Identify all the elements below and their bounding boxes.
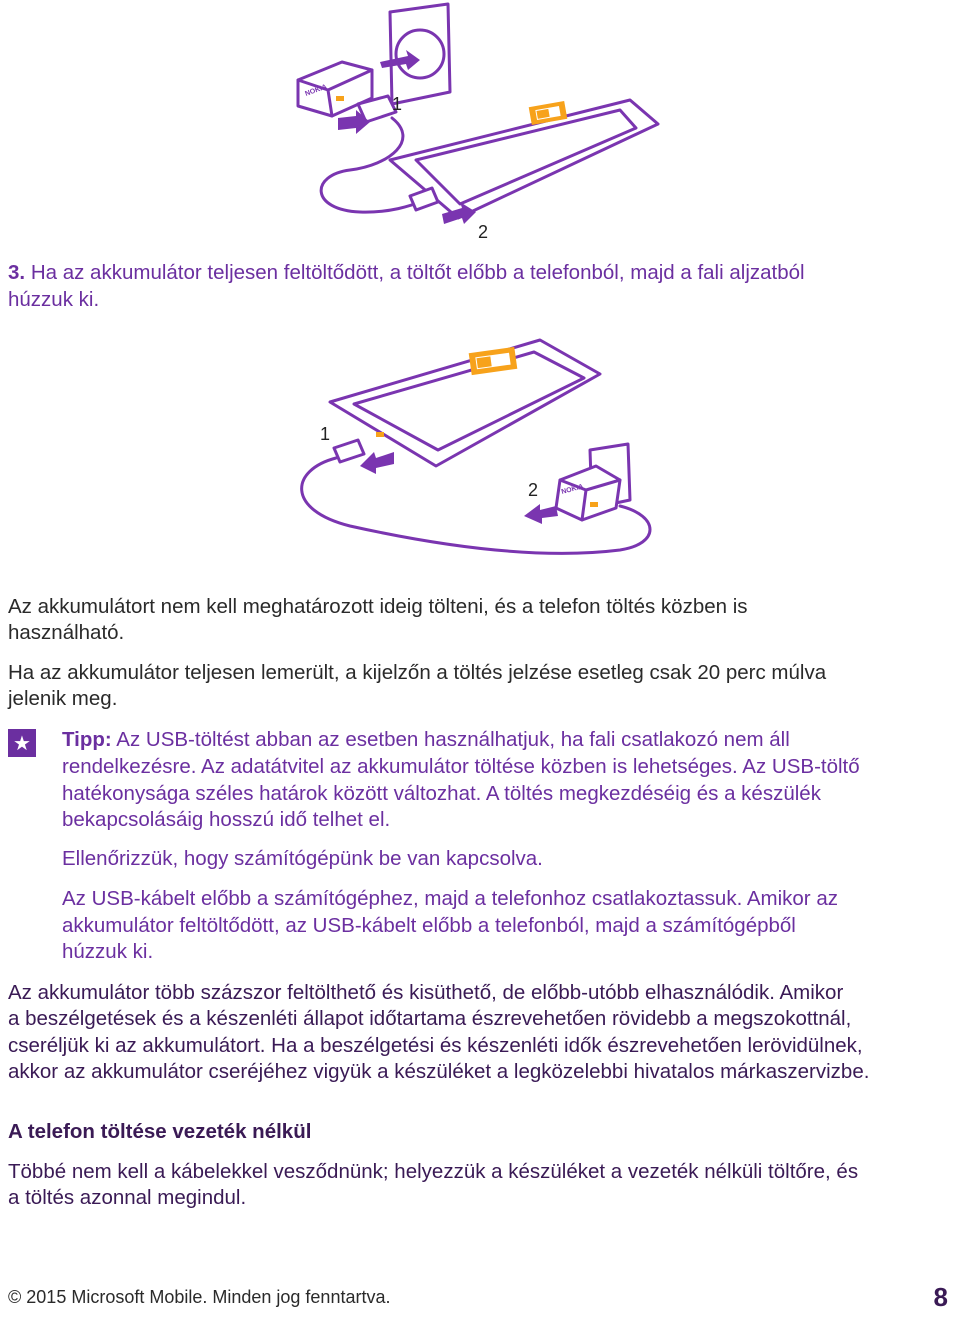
step-number: 3. <box>8 261 26 284</box>
tip-line-3: hatékonysága széles határok között változhat. A töltés megkezdéséig és a készülék <box>62 782 821 805</box>
page-number: 8 <box>933 1282 948 1312</box>
step-1-label: 1 <box>392 94 403 114</box>
tip-line-4: bekapcsolásáig hosszú idő telhet el. <box>62 808 391 831</box>
battery-line-2: a beszélgetések és a készenléti állapot időtartama észrevehetően rövidebb a megszokottnál, <box>8 1007 852 1030</box>
tip-line-1 <box>62 726 790 753</box>
step-3-text: Ha az akkumulátor teljesen feltöltődött, a töltőt előbb a telefonból, majd a fali aljzatból <box>30 261 805 284</box>
step-2-label: 2 <box>528 480 539 500</box>
tip-label: Tipp: <box>62 728 112 751</box>
tip-usb-line-1: Az USB-kábelt előbb a számítógéphez, majd a telefonhoz csatlakoztassuk. Amikor az <box>62 887 838 910</box>
battery-line-3: cseréljük ki az akkumulátort. Ha a beszélgetési és készenléti idők észrevehetően lerövidülnek, <box>8 1034 863 1057</box>
tip-text-1: Az USB-töltést abban az esetben használhatjuk, ha fali csatlakozó nem áll <box>111 728 790 751</box>
battery-line-4: akkor az akkumulátor cseréjéhez vigyük a készüléket a legközelebbi hivatalos márkaszervizbe. <box>8 1060 870 1083</box>
step-1-label: 1 <box>320 424 331 444</box>
brand-label: NOKIA <box>304 83 328 98</box>
section-heading: A telefon töltése vezeték nélkül <box>8 1120 312 1143</box>
wireless-line-2: a töltés azonnal megindul. <box>8 1186 247 1209</box>
charging-connect-illustration <box>280 0 680 250</box>
copyright-text: 2015 Microsoft Mobile. Minden jog fenntartva. <box>26 1287 391 1307</box>
step-3 <box>8 259 805 286</box>
step-3-text-cont: húzzuk ki. <box>8 288 100 311</box>
tip-check: Ellenőrizzük, hogy számítógépünk be van kapcsolva. <box>62 847 543 870</box>
tip-usb-line-3: húzzuk ki. <box>62 940 154 963</box>
para-2-line-1: Ha az akkumulátor teljesen lemerült, a kijelzőn a töltés jelzése esetleg csak 20 perc múlva <box>8 661 827 684</box>
copyright-icon: © <box>8 1287 22 1307</box>
brand-label: NOKIA <box>560 483 585 496</box>
charging-disconnect-illustration <box>290 330 670 570</box>
tip-line-2: rendelkezésre. Az adatátvitel az akkumulátor töltése közben is lehetséges. Az USB-töltő <box>62 755 860 778</box>
tip-usb-line-2: akkumulátor feltöltődött, az USB-kábelt előbb a telefonból, majd a számítógépből <box>62 914 796 937</box>
wireless-line-1: Többé nem kell a kábelekkel vesződnünk; helyezzük a készüléket a vezeték nélküli töltőre, és <box>8 1160 859 1183</box>
star-icon: ★ <box>8 729 36 757</box>
para-1-line-2: használható. <box>8 621 125 644</box>
para-1-line-1: Az akkumulátort nem kell meghatározott ideig tölteni, és a telefon töltés közben is <box>8 595 748 618</box>
battery-line-1: Az akkumulátor több százszor feltölthető és kisüthető, de előbb-utóbb elhasználódik. Amikor <box>8 981 844 1004</box>
para-2-line-2: jelenik meg. <box>8 687 118 710</box>
footer-copyright <box>8 1286 390 1308</box>
step-2-label: 2 <box>478 222 489 242</box>
